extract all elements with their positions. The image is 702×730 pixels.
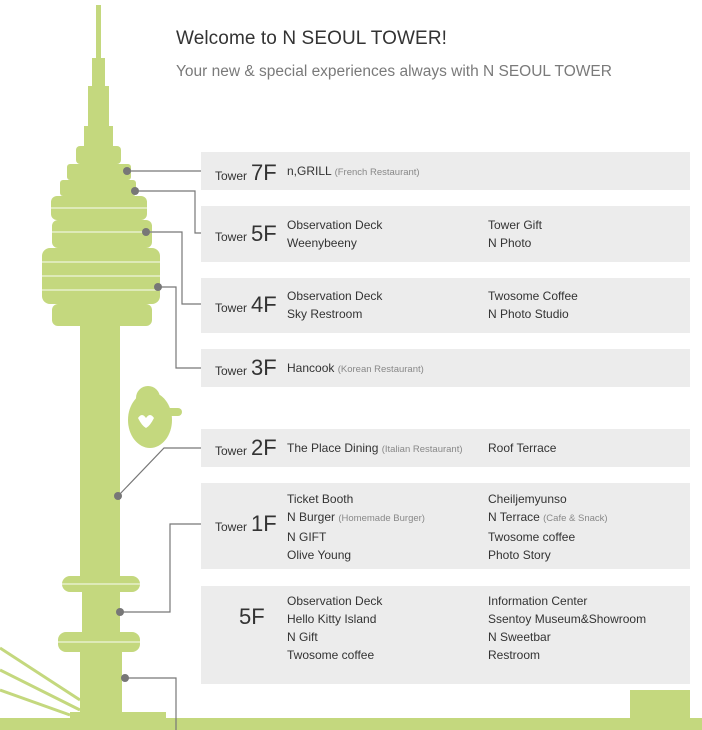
floor-tower-2f <box>201 429 690 467</box>
floor-number: 7F <box>251 160 277 185</box>
facility-item: Olive Young <box>287 548 352 562</box>
floor-right-column <box>488 490 608 564</box>
floor-prefix: Tower <box>215 444 248 458</box>
facility-item: Hancook (Korean Restaurant) <box>287 361 424 375</box>
facility-item: Observation Deck <box>287 289 383 303</box>
facility-item: Twosome coffee <box>287 648 375 662</box>
floor-label <box>215 292 277 318</box>
facility-item: Sky Restroom <box>287 307 363 321</box>
facility-item: Observation Deck <box>287 594 383 608</box>
floor-prefix: Tower <box>215 301 248 315</box>
facility-item: Restroom <box>488 648 541 662</box>
floor-left-column <box>287 287 382 323</box>
floor-label <box>215 511 277 537</box>
floor-left-column <box>287 216 382 252</box>
floor-label <box>215 435 277 461</box>
facility-item: Ticket Booth <box>287 492 354 506</box>
floor-5f-plaza <box>201 586 690 684</box>
facility-item: The Place Dining (Italian Restaurant) <box>287 441 463 455</box>
floor-number: 5F <box>251 221 277 246</box>
facility-item: Photo Story <box>488 548 551 562</box>
floor-prefix: Tower <box>215 230 248 244</box>
floor-left-column <box>287 490 425 564</box>
floor-left-column <box>287 592 382 664</box>
floor-right-column <box>488 216 542 252</box>
floor-left-column <box>287 359 424 379</box>
floor-number: 2F <box>251 435 277 460</box>
floor-tower-7f <box>201 152 690 190</box>
floor-prefix: Tower <box>215 364 248 378</box>
page-subtitle: Your new & special experiences always with N SEOUL TOWER <box>176 63 612 80</box>
facility-item: Observation Deck <box>287 218 383 232</box>
facility-item: N Terrace (Cafe & Snack) <box>488 510 608 524</box>
floor-number: 5F <box>239 604 265 629</box>
floor-right-column <box>488 439 556 457</box>
facility-item: Twosome Coffee <box>488 289 578 303</box>
facility-item: N Sweetbar <box>488 630 551 644</box>
page-header <box>176 28 612 81</box>
floor-label <box>239 604 265 630</box>
floor-number: 1F <box>251 511 277 536</box>
facility-item: N Burger (Homemade Burger) <box>287 510 425 524</box>
floor-prefix: Tower <box>215 169 248 183</box>
floor-right-column <box>488 287 578 323</box>
facility-item: Cheiljemyunso <box>488 492 567 506</box>
floor-left-column <box>287 162 420 182</box>
floor-right-column <box>488 592 646 664</box>
facility-item: Ssentoy Museum&Showroom <box>488 612 647 626</box>
facility-item: Information Center <box>488 594 588 608</box>
floor-tower-5f <box>201 206 690 262</box>
facility-item: Hello Kitty Island <box>287 612 377 626</box>
facility-item: Weenybeeny <box>287 236 357 250</box>
floor-number: 3F <box>251 355 277 380</box>
facility-item: N Photo Studio <box>488 307 569 321</box>
facility-item: n,GRILL (French Restaurant) <box>287 164 420 178</box>
floor-prefix: Tower <box>215 520 248 534</box>
facility-item: Twosome coffee <box>488 530 576 544</box>
facility-item: N Photo <box>488 236 532 250</box>
facility-item: Tower Gift <box>488 218 543 232</box>
floor-number: 4F <box>251 292 277 317</box>
floor-label <box>215 355 277 381</box>
floor-label <box>215 160 277 186</box>
floor-left-column <box>287 439 463 459</box>
floor-tower-4f <box>201 278 690 333</box>
facility-item: Roof Terrace <box>488 441 557 455</box>
floor-tower-3f <box>201 349 690 387</box>
facility-item: N GIFT <box>287 530 327 544</box>
page-title: Welcome to N SEOUL TOWER! <box>176 28 448 49</box>
floor-tower-1f <box>201 483 690 569</box>
facility-item: N Gift <box>287 630 318 644</box>
floor-label <box>215 221 277 247</box>
